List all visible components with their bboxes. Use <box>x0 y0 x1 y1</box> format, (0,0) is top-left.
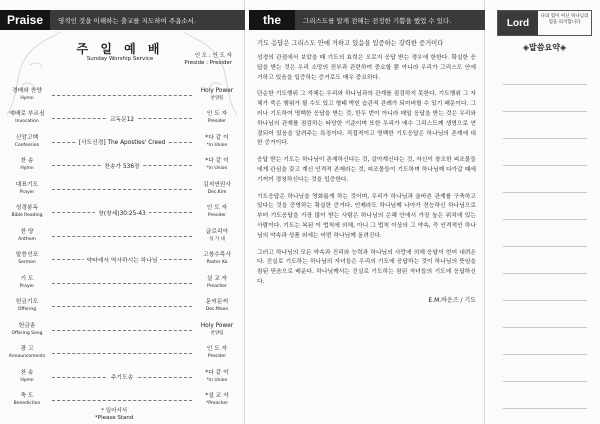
order-item-center: 교독문12 <box>107 114 137 123</box>
order-item-label <box>6 370 48 384</box>
note-line <box>503 85 587 112</box>
order-leader-en: *in Union <box>206 166 228 172</box>
order-leader-ko: Holy Power <box>200 322 234 329</box>
dashed-leader <box>52 306 192 307</box>
article-panel <box>249 0 485 424</box>
order-leader-ko: 설 교 자 <box>206 275 228 282</box>
order-item-detail <box>48 255 196 264</box>
order-item-leader <box>196 276 238 290</box>
the-header-band <box>249 10 485 30</box>
order-item-center: 찬송가 536장 <box>101 161 142 170</box>
dashed-leader <box>52 400 192 401</box>
order-item-detail <box>48 372 196 381</box>
article-paragraphs <box>257 54 476 288</box>
order-item-en: Bible Reading <box>11 213 43 219</box>
order-item-en: Benediction <box>13 401 41 407</box>
order-item-ko: 헌금송 <box>18 322 36 329</box>
article-body <box>257 38 476 304</box>
lord-box-text: 나의 힘이 아닌 하나님의 힘을 의지합니다 <box>540 14 589 25</box>
lord-tag: Lord <box>498 11 538 35</box>
order-leader-en: Dec.Moon <box>205 307 229 313</box>
order-leader-ko: 인 도 자 <box>206 111 228 118</box>
order-item-center: [사도신경] The Apostles' Creed <box>76 137 169 146</box>
dashed-leader <box>52 353 192 354</box>
order-leader-ko: 김지연권사 <box>203 181 231 188</box>
stand-note-ko: * 일어서서 <box>101 408 128 414</box>
note-line <box>503 382 587 409</box>
order-item-center: 창(창세)30:25-43 <box>95 208 149 217</box>
lord-box <box>497 10 592 36</box>
order-item-leader <box>196 252 238 266</box>
order-item-ko: 기 도 <box>20 275 34 282</box>
order-row <box>6 224 238 248</box>
order-item-label <box>6 205 48 219</box>
order-item-detail <box>48 161 196 170</box>
order-item-leader <box>196 346 238 360</box>
stand-note-en: *Please Stand <box>95 415 134 421</box>
order-leader-ko: *다 같 이 <box>205 134 229 141</box>
order-leader-ko: 문씨문씨 <box>205 299 229 306</box>
order-leader-en: 찬양팀 <box>210 95 224 101</box>
order-item-ko: 찬 송 <box>20 369 34 376</box>
order-leader-en: Presider <box>207 213 227 219</box>
order-leader-ko: *설 교 자 <box>205 393 229 400</box>
note-line <box>503 58 587 85</box>
order-item-en: Offering <box>17 307 37 313</box>
order-row <box>6 177 238 201</box>
note-line <box>503 274 587 301</box>
dashed-leader <box>52 330 192 331</box>
order-item-en: Anthem <box>18 236 36 242</box>
order-item-ko: 헌금기도 <box>15 299 39 306</box>
order-item-en: Announcements <box>8 354 46 360</box>
order-item-leader <box>196 229 238 243</box>
order-leader-ko: 고창수목사 <box>203 252 231 259</box>
article-paragraph: 응답 받는 기도는 하나님이 존재하신다는 것, 살아계신다는 것, 자신이 창조한 피조물들에게 관심을 갖고 계신 인격적 존재라는 것, 피조물들이 기도하며 하나님께 다가갈 때에 기꺼이 경청하신다는 것을 입증한다. <box>257 157 476 183</box>
note-line <box>503 193 587 220</box>
dashed-leader <box>52 95 192 96</box>
order-item-label <box>6 229 48 243</box>
order-leader-ko: 인 도 자 <box>206 205 228 212</box>
the-tag: the <box>249 10 295 30</box>
note-line <box>503 220 587 247</box>
order-item-ko: 말씀선포 <box>15 252 39 259</box>
order-leader-en: *Preacher <box>205 401 229 407</box>
order-item-ko: 대표기도 <box>15 181 39 188</box>
order-row <box>6 83 238 107</box>
order-item-label <box>6 346 48 360</box>
order-leader-en: Presider <box>207 119 227 125</box>
order-row <box>6 154 238 178</box>
order-item-label <box>6 111 48 125</box>
preside-label <box>184 53 232 67</box>
order-item-en: Hymn <box>20 95 34 101</box>
order-item-ko: 찬 양 <box>20 228 34 235</box>
order-item-label <box>6 252 48 266</box>
order-item-leader <box>196 111 238 125</box>
order-item-ko: 성경봉독 <box>15 205 39 212</box>
order-item-leader <box>196 323 238 337</box>
order-item-en: Sermon <box>18 260 36 266</box>
order-item-ko: 예배로 부르심 <box>9 111 45 118</box>
note-line <box>503 247 587 274</box>
order-leader-ko: *다 같 이 <box>205 369 229 376</box>
order-item-leader <box>196 393 238 407</box>
order-item-label <box>6 135 48 149</box>
order-item-label <box>6 299 48 313</box>
order-leader-ko: 인 도 자 <box>206 346 228 353</box>
order-item-ko: 신앙고백 <box>15 134 39 141</box>
order-leader-en: Dec.Kim <box>207 189 227 195</box>
order-leader-ko: Holy Power <box>200 87 234 94</box>
sermon-notes-panel <box>489 0 600 424</box>
order-item-ko: 경배와 찬양 <box>12 87 42 94</box>
order-leader-en: 성 가 대 <box>209 236 225 242</box>
article-paragraph: 성경의 관점에서 보았을 때 기도의 효력은 오로지 응답 받는 경우에 한한다. 확실한 응답을 받는 것은 우리 소망의 전부과 관련하여 중요할 뿐 아니라 우리가 그리스도 안에 거하고 있음을 입증하는 증거로도 매우 중요하다. <box>257 55 476 81</box>
order-leader-ko: 글로리아 <box>205 228 229 235</box>
order-item-leader <box>196 88 238 102</box>
order-row <box>6 318 238 342</box>
order-row <box>6 271 238 295</box>
praise-header-band <box>0 10 245 30</box>
order-item-en: Hymn <box>20 166 34 172</box>
article-paragraph: 기도응답은 하나님을 영화롭게 하는 것이며, 우리가 하나님과 올바른 관계를 구축하고 있다는 것을 증명하는 확실한 증거다. 언제라도 하나님께 나아가 전능하신 하나님으로부터 기도응답을 가장 많이 받는 사람은 하나님의 은혜 안에서 가장 높은 위치에 있는 사람이다. 기도는 복된 이 법칙에 의해, 아니 그 법칙 이상의 그 약속, 즉 인격적인 하나님의 약속과 성품 외에는 어떤 하나님께 올려진다. <box>257 193 476 239</box>
order-item-detail <box>48 137 196 146</box>
service-subtitle: Sunday Worship Service <box>86 56 154 62</box>
order-leader-en: 찬양팀 <box>210 330 224 336</box>
order-item-ko: 광 고 <box>20 346 34 353</box>
order-leader-en: Presider <box>207 354 227 360</box>
order-row <box>6 107 238 131</box>
order-item-label <box>6 182 48 196</box>
order-row <box>6 342 238 366</box>
note-line <box>503 301 587 328</box>
order-item-label <box>6 393 48 407</box>
dashed-leader <box>52 283 192 284</box>
order-item-leader <box>196 158 238 172</box>
note-line <box>503 112 587 139</box>
order-row <box>6 248 238 272</box>
order-item-leader <box>196 370 238 384</box>
note-lines <box>503 58 587 409</box>
preside-ko: 인 도 : 인 도 자 <box>194 53 232 59</box>
order-item-en: Prayer <box>19 283 35 289</box>
order-item-label <box>6 88 48 102</box>
order-list <box>6 83 238 412</box>
order-item-detail <box>48 208 196 217</box>
order-of-worship-panel <box>0 0 245 424</box>
service-title: 주 일 예 배 <box>76 42 164 56</box>
order-item-en: Invocation <box>15 119 39 125</box>
note-line <box>503 355 587 382</box>
order-item-en: Confession <box>14 142 40 148</box>
order-item-ko: 축 도 <box>20 393 34 400</box>
order-item-leader <box>196 135 238 149</box>
order-row <box>6 130 238 154</box>
order-item-en: Prayer <box>19 189 35 195</box>
dashed-leader <box>52 236 192 237</box>
stand-note <box>95 408 133 422</box>
dashed-leader <box>52 189 192 190</box>
order-leader-en: *in Union <box>206 142 228 148</box>
article-paragraph: 단순한 기도행위 그 자체는 우리와 하나님과의 관계를 점검하지 못한다. 기도행위 그 자체가 죽은 행위가 될 수도 있고 형태 박힌 습관적 관례가 되어버릴 수 있기 때문이다. 그러나 기도하여 명백한 응답을 받는 것, 한두 번이 아니라 매일 응답을 받는 것은 우리와 하나님의 관계를 점검하는 타당한 기준이며 또한 우리가 예수 그리스도께 생명으로 연결되어 있음을 알려주는 특징이다. 직접적이고 명백한 기도응답은 하나님의 존재에 대한 증거이다. <box>257 91 476 147</box>
order-item-detail <box>48 114 196 123</box>
order-item-leader <box>196 182 238 196</box>
order-item-center: 약타에서 역사하시는 하나님 <box>84 255 161 264</box>
sermon-summary-heading: ◈말씀요약◈ <box>522 43 567 52</box>
order-item-leader <box>196 299 238 313</box>
order-leader-ko: *다 같 이 <box>205 158 229 165</box>
order-leader-en: Preacher <box>207 283 227 289</box>
order-item-en: Hymn <box>20 377 34 383</box>
order-row <box>6 365 238 389</box>
praise-tag: Praise <box>0 10 50 30</box>
praise-band-text: 영적인 것을 이해하는 출교를 지도하여 주옵소서. <box>58 16 197 25</box>
order-item-label <box>6 323 48 337</box>
note-line <box>503 139 587 166</box>
preside-en: Preside : Presider <box>184 60 232 66</box>
the-band-text: 그리스도를 알게 전해는 전정한 기쁨을 했었 수 있다. <box>303 16 452 25</box>
order-leader-en: Pastor Ko <box>206 260 228 266</box>
order-item-label <box>6 276 48 290</box>
order-row <box>6 201 238 225</box>
order-leader-en: *in Union <box>206 377 228 383</box>
order-item-leader <box>196 205 238 219</box>
order-item-en: Offering Song <box>11 330 43 336</box>
article-heading: 기도 응답은 그리스도 안에 거하고 있음을 입증하는 강력한 증거이다 <box>257 40 444 47</box>
order-item-center: 주기도송 <box>108 372 136 381</box>
article-paragraph: 그러고 하나님의 모든 약속과 진리와 능력과 하나님의 사랑에 의해 응답이 얻어 내려온다. 진실로 기도하는 하나님의 자녀들은 우리의 기도에 응답하는 것이 하나님의 뜻임을 참된 믿음으로 배운다. 하나님께서는 진실로 기도하는 참된 자녀들의 기도에 응답하신다. <box>257 249 476 285</box>
article-signature: E.M.바운즈 / 기도 <box>428 296 476 304</box>
order-row <box>6 295 238 319</box>
note-line <box>503 166 587 193</box>
note-line <box>503 328 587 355</box>
order-item-label <box>6 158 48 172</box>
order-item-ko: 찬 송 <box>20 158 34 165</box>
